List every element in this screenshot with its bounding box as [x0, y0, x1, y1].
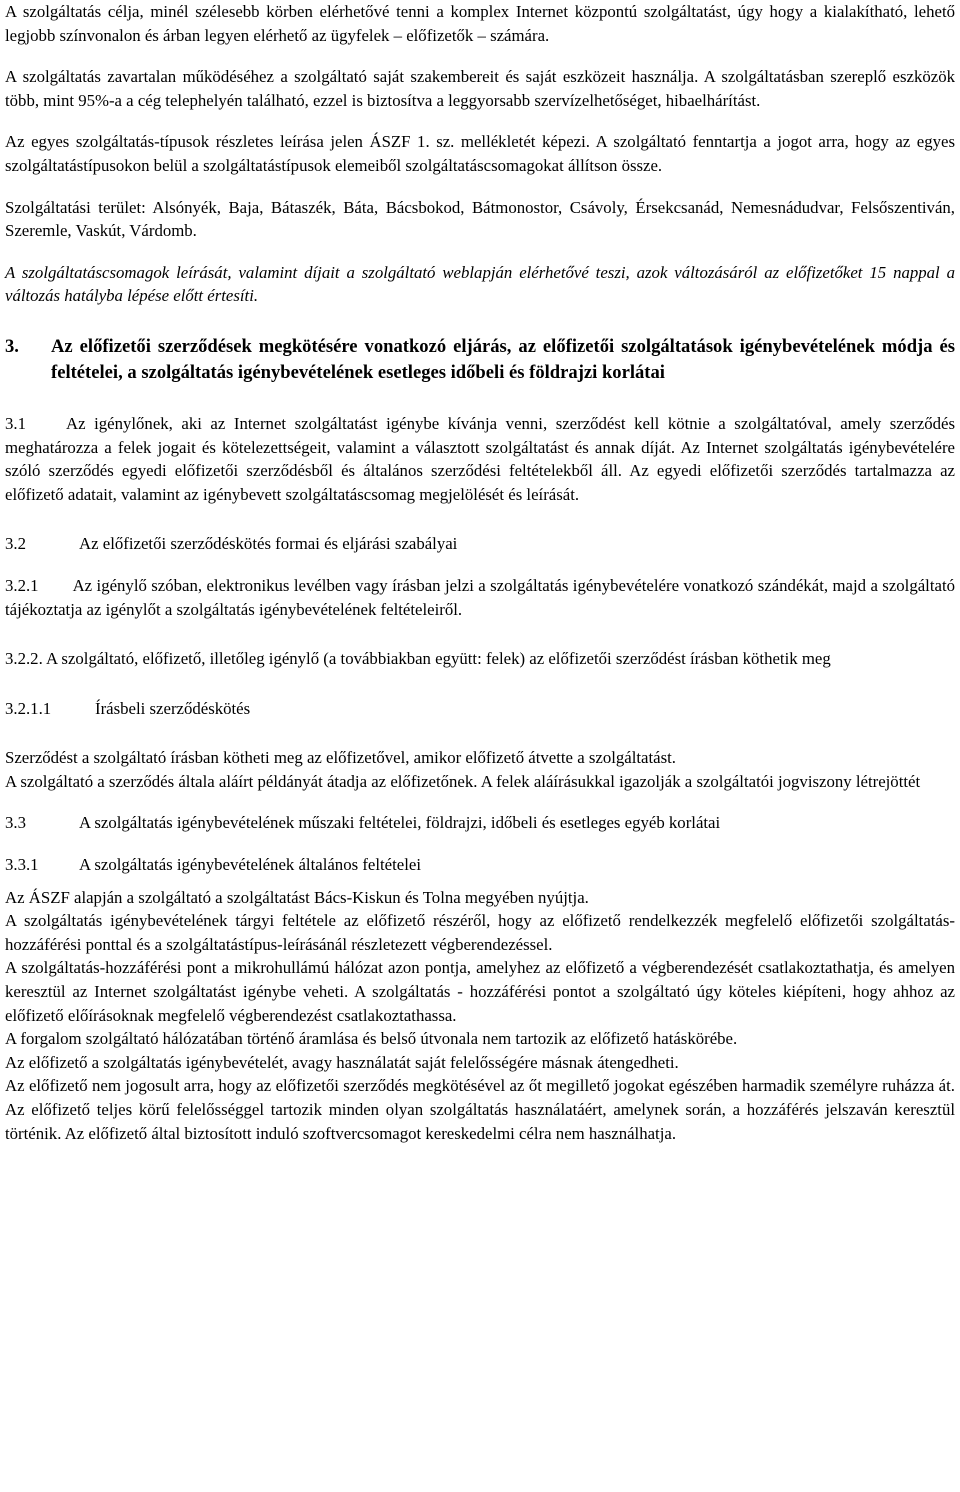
section-3-3	[5, 811, 955, 835]
general-line-5: Az előfizető a szolgáltatás igénybevételét, avagy használatát saját felelősségére másnak átengedheti.	[5, 1052, 679, 1072]
section-3-heading	[5, 334, 955, 386]
section-number: 3.1	[5, 413, 26, 433]
section-3-1	[5, 412, 955, 506]
section-number: 3.2.1	[5, 575, 39, 595]
service-types-paragraph: Az egyes szolgáltatás-típusok részletes leírása jelen ÁSZF 1. sz. mellékletét képezi. A szolgáltató fenntartja a jogot arra, hogy az egyes szolgáltatástípusokon belül a szolgáltatástípusok elemeiből szolgáltatáscsomagokat állítson össze.	[5, 132, 955, 175]
written-contract-line-1: Szerződést a szolgáltató írásban kötheti meg az előfizetővel, amikor előfizető átvette a szolgáltatást.	[5, 748, 676, 768]
section-number: 3.2	[5, 534, 26, 554]
section-3-3-1	[5, 853, 955, 877]
section-number: 3.3.1	[5, 855, 39, 875]
section-3-2-1	[5, 574, 955, 621]
section-3-2	[5, 532, 955, 556]
section-title: A szolgáltatás igénybevételének általános feltételei	[79, 855, 422, 875]
section-number: 3.2.1.1	[5, 698, 52, 718]
general-line-3: A szolgáltatás-hozzáférési pont a mikrohullámú hálózat azon pontja, amelyhez az előfizető a végberendezését csatlakoztathatja, és amelyen keresztül az Internet szolgáltatást igénybe veheti. A szolgáltatás - hozzáférési pontot a szolgáltató úgy köteles kiépíteni, hogy ahhoz az előfizető előírásoknak megfelelő végberendezést csatlakoztathassa.	[5, 958, 955, 1025]
section-number: 3.3	[5, 813, 26, 833]
general-line-6: Az előfizető nem jogosult arra, hogy az előfizetői szerződés megkötésével az őt megillető jogokat egészében harmadik személyre ruházza át. Az előfizető teljes körű felelősséggel tartozik minden olyan szolgáltatás használatáért, amelynek során, a hozzáférés jelszaván keresztül történik. Az előfizető által biztosított induló szoftvercsomagot kereskedelmi célra nem használhatja.	[5, 1076, 955, 1143]
section-number: 3.	[5, 335, 19, 357]
tools-paragraph: A szolgáltatás zavartalan működéséhez a szolgáltató saját szakembereit és saját eszközeit használja. A szolgáltatásban szereplő eszközök több, mint 95%-a a cég telephelyén található, ezzel is biztosítva a leggyorsabb szervízelhetőséget, hibaelhárítást.	[5, 67, 955, 110]
section-text: Az igénylőnek, aki az Internet szolgáltatást igénybe kívánja venni, szerződést kell kötnie a szolgáltatóval, amely szerződés meghatározza a felek jogait és kötelezettségeit, valamint a választott szolgáltatást és annak díját. Az Internet szolgáltatás igénybevételére szóló szerződés egyedi előfizetői szerződésből és általános szerződési feltételekből áll. Az egyedi előfizetői szerződés tartalmazza az előfizető adatait, valamint az igénybevett szolgáltatáscsomag megjelölését és leírását.	[5, 413, 955, 504]
section-title: Írásbeli szerződéskötés	[95, 698, 251, 718]
general-line-4: A forgalom szolgáltató hálózatában történő áramlása és belső útvonala nem tartozik az előfizető hatáskörébe.	[5, 1029, 738, 1049]
section-3-2-2: 3.2.2. A szolgáltató, előfizető, illetőleg igénylő (a továbbiakban együtt: felek) az előfizetői szerződést írásban köthetik meg	[5, 649, 831, 669]
section-title: A szolgáltatás igénybevételének műszaki feltételei, földrajzi, időbeli és esetleges egyéb korlátai	[79, 813, 721, 833]
section-title: Az előfizetői szerződéskötés formai és eljárási szabályai	[79, 534, 458, 554]
intro-paragraph: A szolgáltatás célja, minél szélesebb körben elérhetővé tenni a komplex Internet központú szolgáltatást, úgy hogy a kialakítható, lehető legjobb színvonalon és árban legyen elérhető az ügyfelek – előfizetők – számára.	[5, 2, 955, 45]
section-title: Az előfizetői szerződések megkötésére vonatkozó eljárás, az előfizetői szolgáltatások igénybevételének módja és feltételei, a szolgáltatás igénybevételének esetleges időbeli és földrajzi korlátai	[51, 335, 955, 383]
general-line-1: Az ÁSZF alapján a szolgáltató a szolgáltatást Bács-Kiskun és Tolna megyében nyújtja.	[5, 887, 589, 907]
written-contract-line-2: A szolgáltató a szerződés általa aláírt példányát átadja az előfizetőnek. A felek aláírásukkal igazolják a szolgáltatói jogviszony létrejöttét	[5, 771, 921, 791]
general-line-2: A szolgáltatás igénybevételének tárgyi feltétele az előfizető részéről, hogy az előfizető rendelkezzék megfelelő előfizetői szolgáltatás-hozzáférési ponttal és a szolgáltatástípus-leírásánál részletezett végberendezéssel.	[5, 911, 955, 954]
service-area-paragraph: Szolgáltatási terület: Alsónyék, Baja, Bátaszék, Báta, Bácsbokod, Bátmonostor, Csávoly, Érsekcsanád, Nemesnádudvar, Felsőszentiván, Szeremle, Vaskút, Várdomb.	[5, 197, 955, 241]
section-3-2-1-1	[5, 697, 955, 721]
packages-paragraph: A szolgáltatáscsomagok leírását, valamint díjait a szolgáltató weblapján elérhetővé teszi, azok változásáról az előfizetőket 15 nappal a változás hatályba lépése előtt értesíti.	[5, 262, 955, 306]
section-text: Az igénylő szóban, elektronikus levélben vagy írásban jelzi a szolgáltatás igénybevételére vonatkozó szándékát, majd a szolgáltató tájékoztatja az igénylőt a szolgáltatás igénybevételének feltételeiről.	[5, 575, 955, 619]
